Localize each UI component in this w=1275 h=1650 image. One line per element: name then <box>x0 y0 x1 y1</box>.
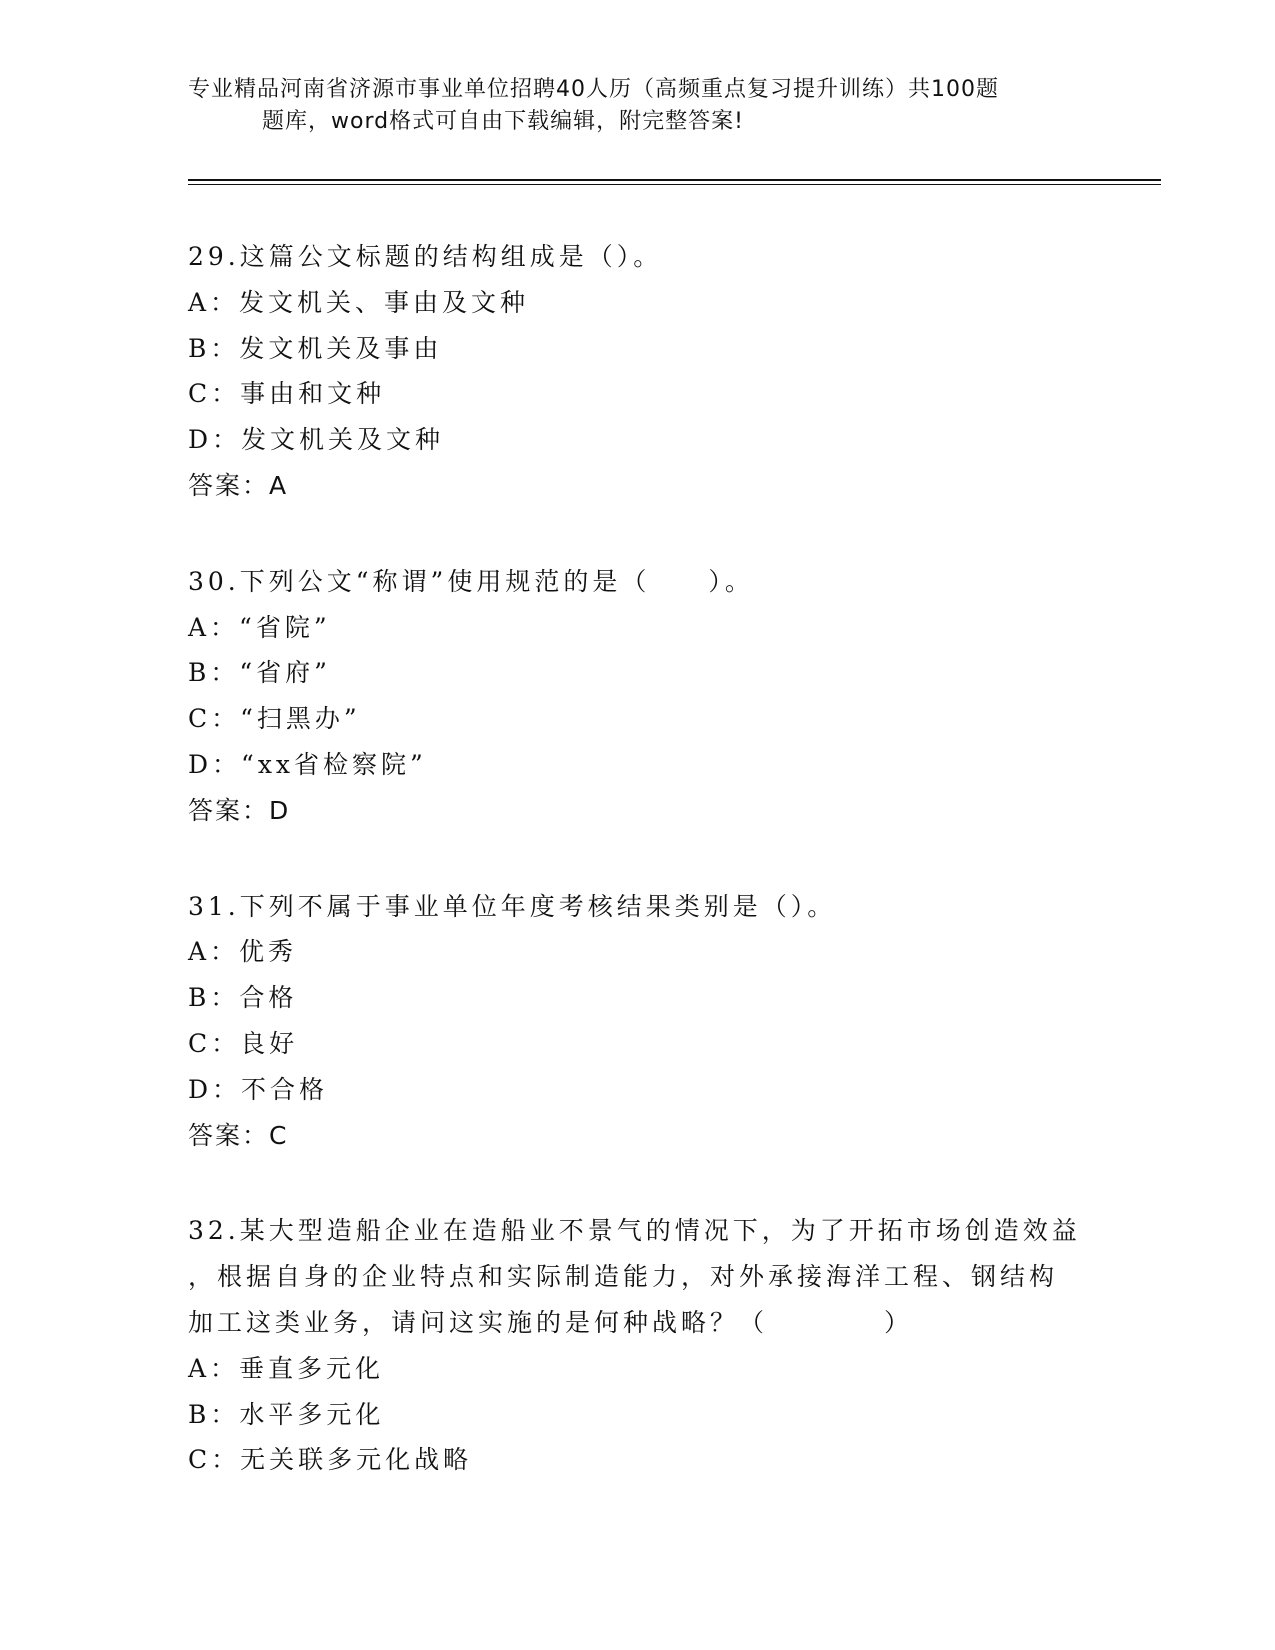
option-a: A：垂直多元化 <box>188 1353 385 1383</box>
question-29 <box>188 234 1088 509</box>
option-c: C：“扫黑办” <box>188 704 361 734</box>
option-d: D：“xx省检察院” <box>188 749 427 779</box>
option-c: C：无关联多元化战略 <box>188 1445 473 1475</box>
option-c: C：事由和文种 <box>188 379 386 409</box>
question-list <box>188 234 1088 1533</box>
question-text-line-3: 加工这类业务，请问这实施的是何种战略？（ ） <box>188 1307 914 1337</box>
answer: 答案：A <box>188 470 289 500</box>
question-text-line-2: ，根据自身的企业特点和实际制造能力，对外承接海洋工程、钢结构 <box>188 1262 1059 1292</box>
option-c: C：良好 <box>188 1028 299 1058</box>
option-a: A：“省院” <box>188 612 331 642</box>
option-a: A：优秀 <box>188 937 298 967</box>
option-a: A：发文机关、事由及文种 <box>188 287 530 317</box>
question-32 <box>188 1208 1088 1483</box>
answer: 答案：D <box>188 795 291 825</box>
answer: 答案：C <box>188 1120 289 1150</box>
question-text: 31.下列不属于事业单位年度考核结果类别是（）。 <box>188 891 837 921</box>
question-text: 30.下列公文“称谓”使用规范的是（ ）。 <box>188 566 754 596</box>
question-text-line-1: 32.某大型造船企业在造船业不景气的情况下，为了开拓市场创造效益 <box>188 1216 1081 1246</box>
option-b: B：“省府” <box>188 658 331 688</box>
option-b: B：发文机关及事由 <box>188 333 443 363</box>
header-line-1: 专业精品河南省济源市事业单位招聘40人历（高频重点复习提升训练）共100题 <box>188 77 999 102</box>
page-header <box>188 74 1088 138</box>
option-d: D：发文机关及文种 <box>188 425 445 455</box>
header-line-2: 题库，word格式可自由下载编辑，附完整答案! <box>262 109 744 134</box>
header-rule-thin <box>188 184 1161 185</box>
option-d: D：不合格 <box>188 1074 329 1104</box>
option-b: B：水平多元化 <box>188 1399 385 1429</box>
question-30 <box>188 559 1088 834</box>
header-rule-thick <box>188 179 1161 181</box>
option-b: B：合格 <box>188 983 298 1013</box>
question-31 <box>188 884 1088 1159</box>
question-text: 29.这篇公文标题的结构组成是（）。 <box>188 242 663 271</box>
